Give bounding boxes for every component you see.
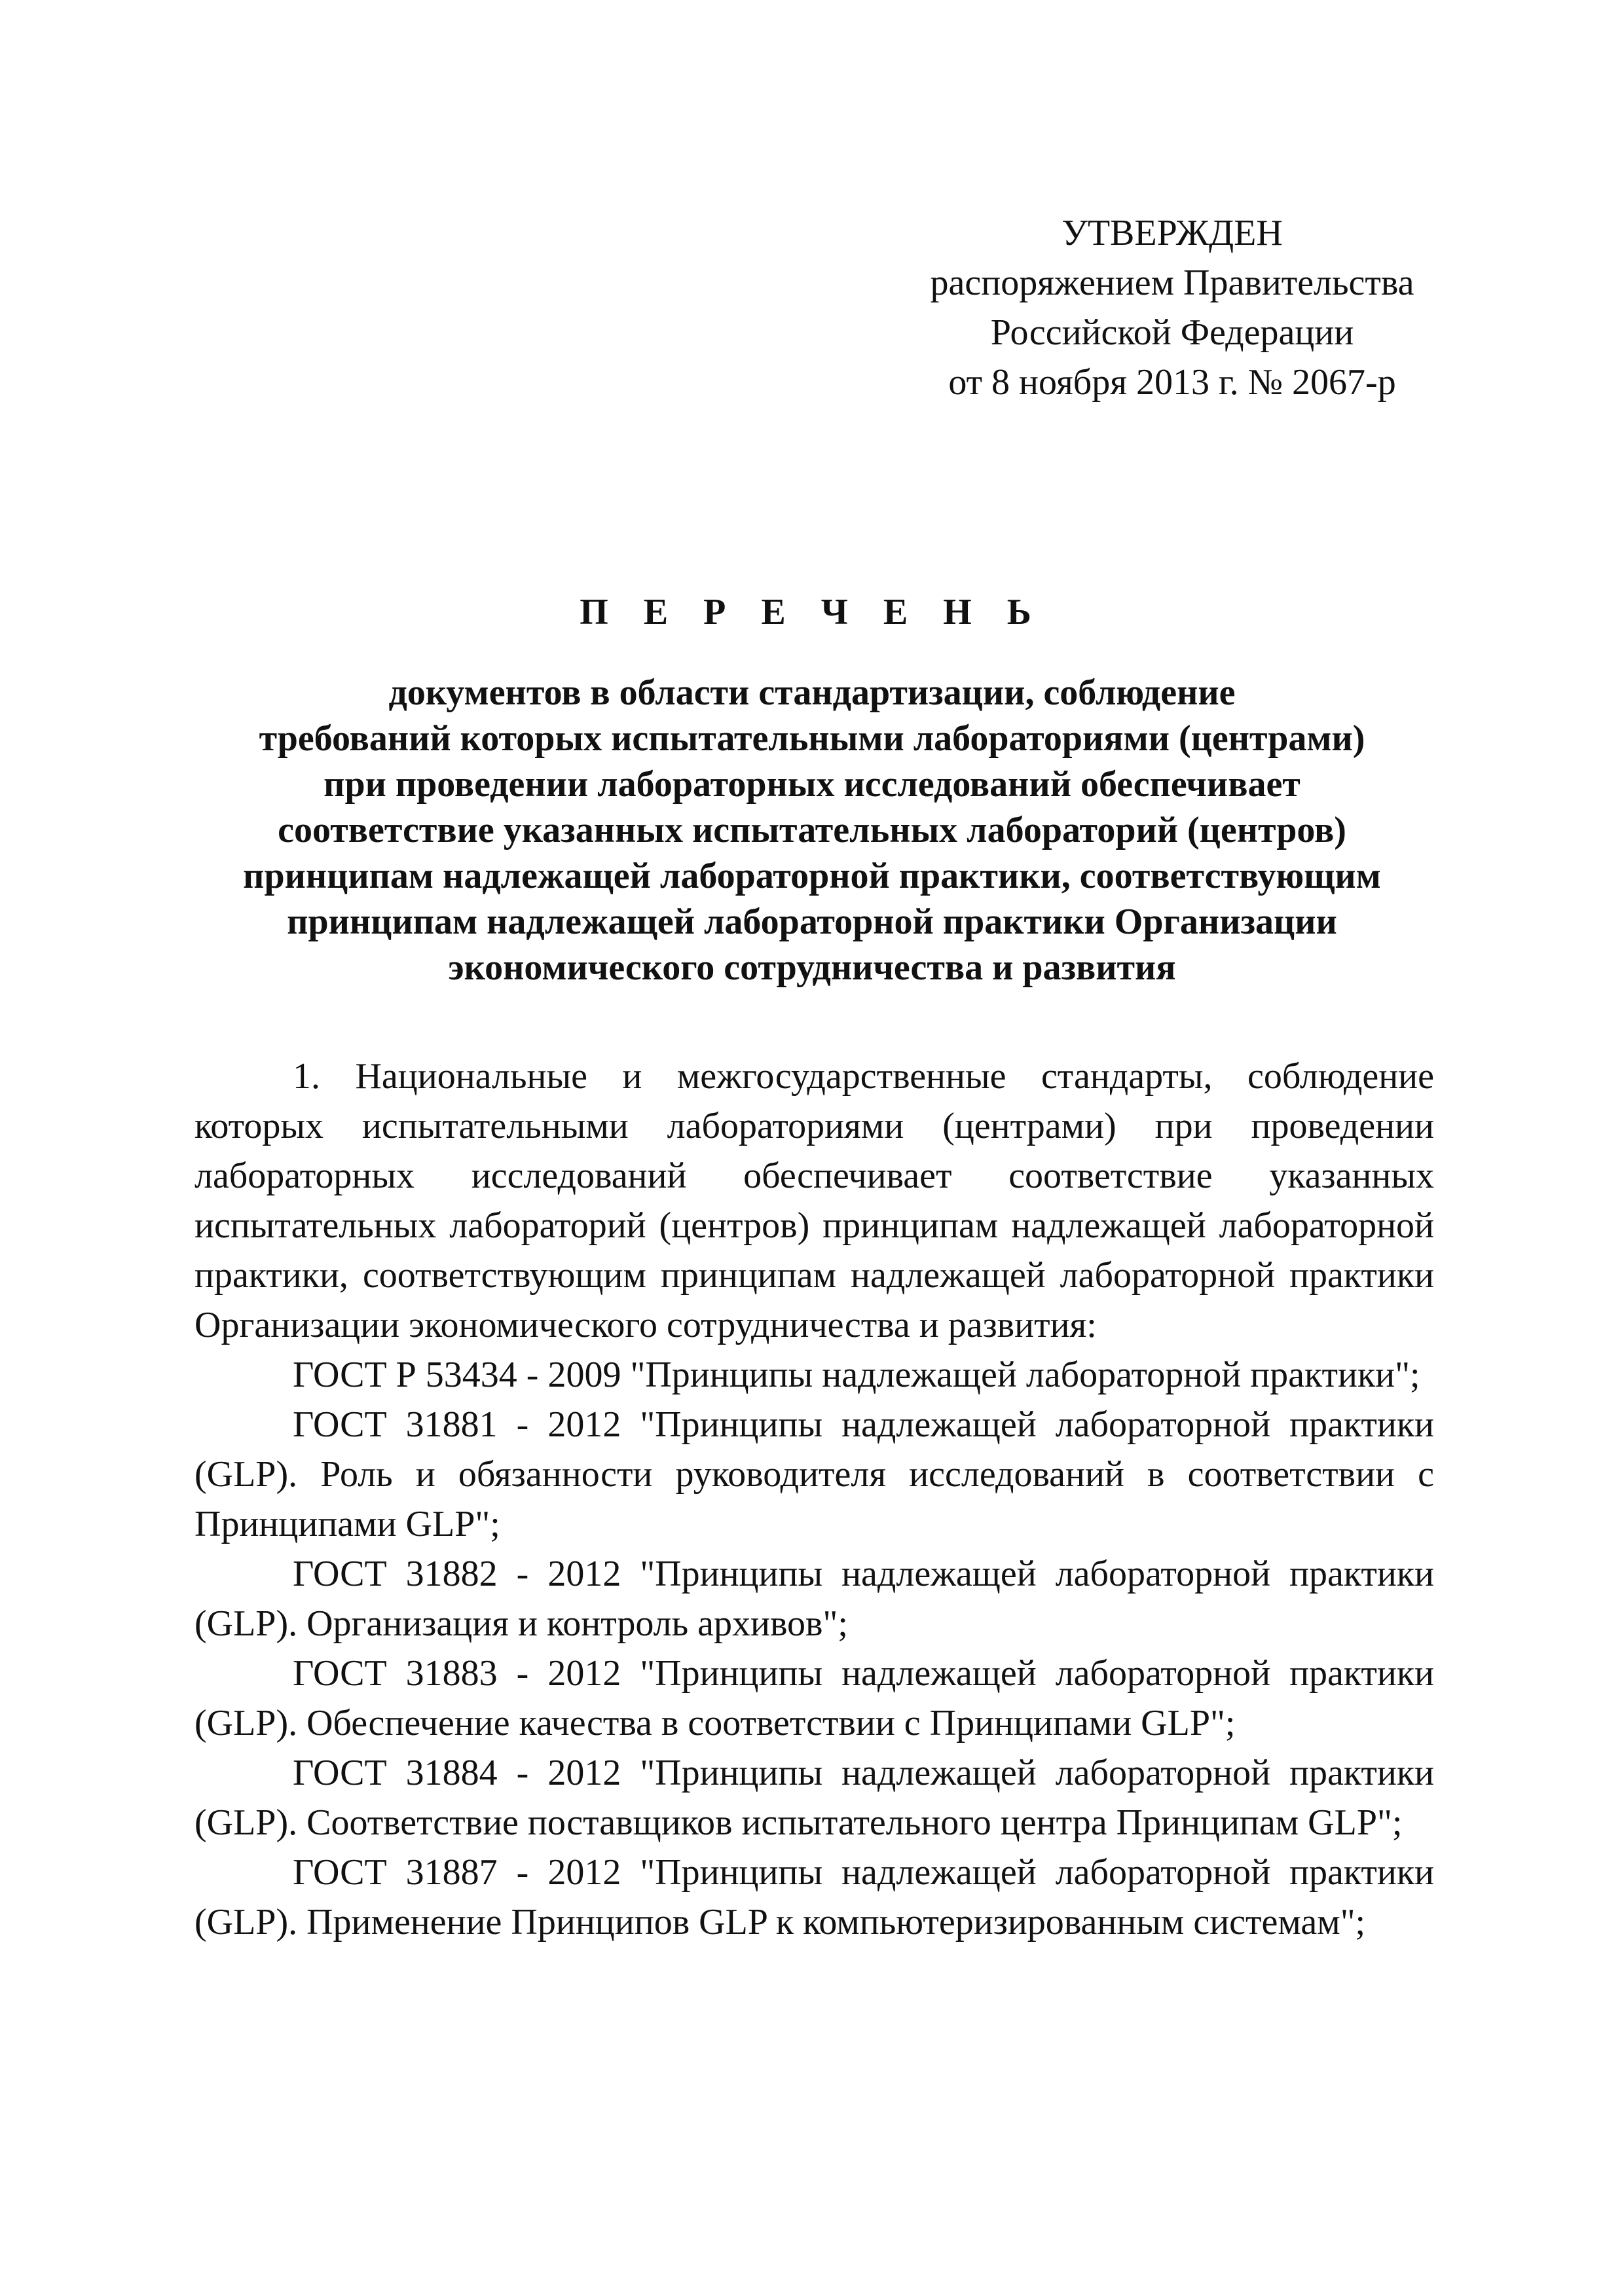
- heading-subtitle-line: соответствие указанных испытательных лабораторий (центров): [278, 810, 1346, 850]
- standard-item: ГОСТ 31882 - 2012 "Принципы надлежащей лабораторной практики (GLP). Организация и контроль архивов";: [194, 1554, 1434, 1644]
- approval-title: УТВЕРЖДЕН: [1061, 213, 1283, 253]
- heading-subtitle-line: при проведении лабораторных исследований обеспечивает: [323, 764, 1301, 805]
- heading-subtitle-line: принципам надлежащей лабораторной практики Организации: [287, 902, 1337, 942]
- standard-item: ГОСТ 31884 - 2012 "Принципы надлежащей лабораторной практики (GLP). Соответствие поставщиков испытательного центра Принципам GLP";: [194, 1753, 1434, 1843]
- heading-subtitle: [196, 670, 1428, 991]
- standard-item: ГОСТ 31887 - 2012 "Принципы надлежащей лабораторной практики (GLP). Применение Принципов GLP к компьютеризированным системам";: [194, 1852, 1434, 1942]
- standard-item: ГОСТ Р 53434 - 2009 "Принципы надлежащей лабораторной практики";: [293, 1355, 1420, 1395]
- heading-subtitle-line: экономического сотрудничества и развития: [448, 947, 1176, 988]
- approval-block: [877, 208, 1467, 407]
- heading-title: П Е Р Е Ч Е Н Ь: [580, 592, 1044, 632]
- document-body: [194, 1051, 1434, 1947]
- document-heading: [196, 592, 1428, 991]
- approval-line-1: распоряжением Правительства: [930, 263, 1414, 303]
- heading-subtitle-line: принципам надлежащей лабораторной практики, соответствующим: [243, 856, 1381, 896]
- standard-item: ГОСТ 31881 - 2012 "Принципы надлежащей лабораторной практики (GLP). Роль и обязанности руководителя исследований в соответствии с Принципами GLP";: [194, 1404, 1434, 1544]
- body-paragraph-intro: 1. Национальные и межгосударственные стандарты, соблюдение которых испытательными лабораториями (центрами) при проведении лабораторных исследований обеспечивает соответствие указанных испытательных лабораторий (центров) принципам надлежащей лабораторной практики, соответствующим принципам надлежащей лабораторной практики Организации экономического сотрудничества и развития:: [194, 1056, 1434, 1345]
- approval-line-2: Российской Федерации: [990, 312, 1354, 353]
- heading-subtitle-line: документов в области стандартизации, соблюдение: [388, 672, 1236, 713]
- heading-subtitle-line: требований которых испытательными лабораториями (центрами): [259, 718, 1365, 759]
- standard-item: ГОСТ 31883 - 2012 "Принципы надлежащей лабораторной практики (GLP). Обеспечение качества в соответствии с Принципами GLP";: [194, 1653, 1434, 1743]
- approval-line-3: от 8 ноября 2013 г. № 2067-р: [948, 362, 1396, 403]
